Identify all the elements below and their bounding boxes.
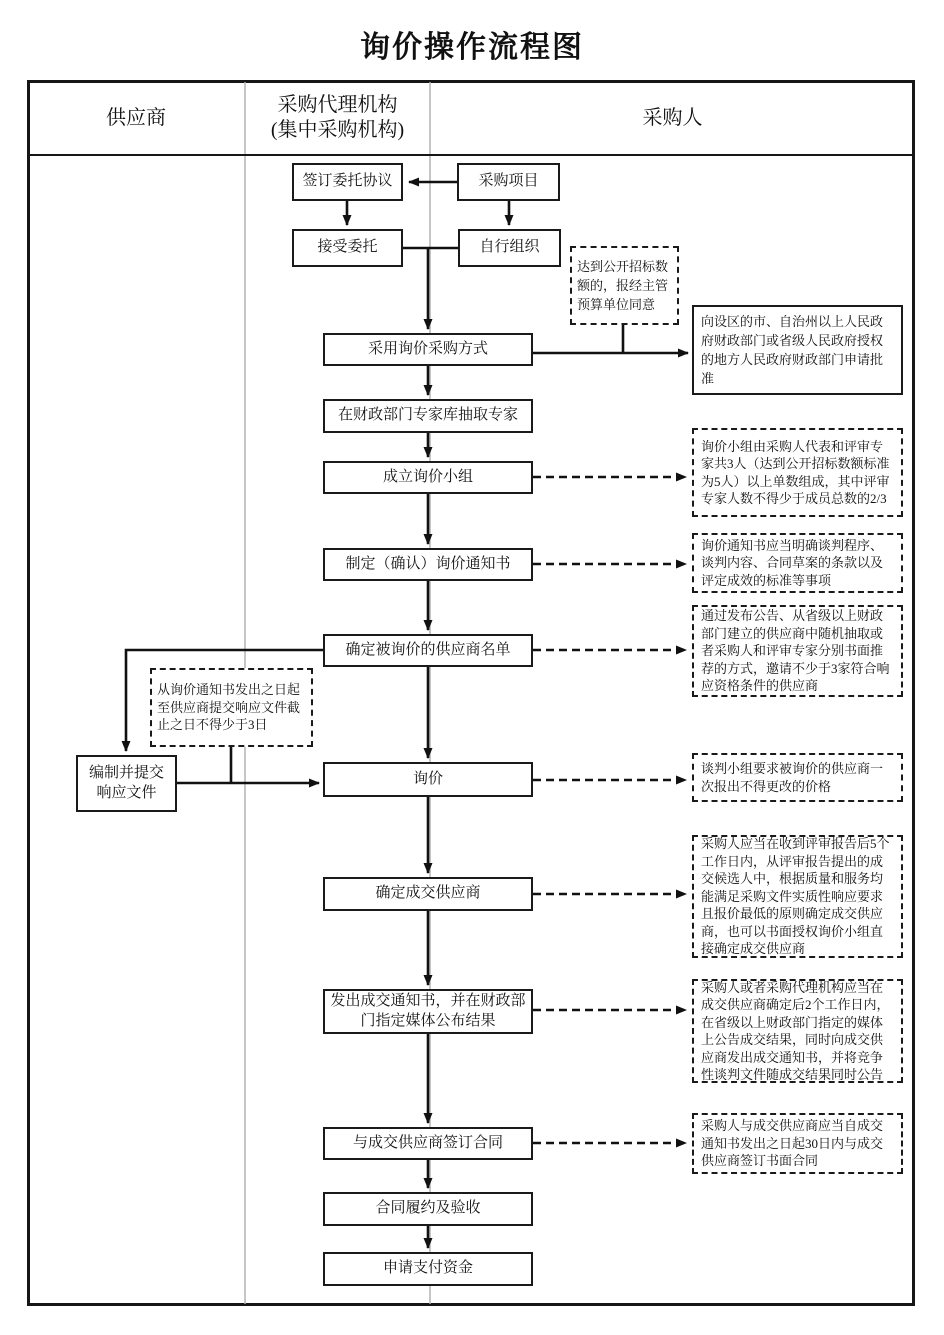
column-header-agency-line2: (集中采购机构) xyxy=(270,119,405,141)
column-header-agency-line1: 采购代理机构 xyxy=(277,94,398,116)
node-inquiry-label: 询价 xyxy=(412,770,443,787)
annotation-announce-rules-text: 采购人或者采购代理机构应当在成交供应商确定后2个工作日内，在省级以上财政部门指定的媒体上公告成交结果，同时向成交供应商发出成交通知书，并将竞争性谈判文件随成交结果同时公告 xyxy=(701,979,890,1082)
node-apply-approval xyxy=(692,305,903,395)
column-header-supplier: 供应商 xyxy=(106,107,166,129)
annotation-notice-requirements xyxy=(692,533,903,593)
node-adopt-method-label: 采用询价采购方式 xyxy=(367,340,488,357)
annotation-response-deadline-text: 从询价通知书发出之日起至供应商提交响应文件截止之日不得少于3日 xyxy=(157,682,301,733)
node-determine-suppliers xyxy=(323,634,533,667)
node-procurement-project-label: 采购项目 xyxy=(478,173,539,190)
node-make-notice xyxy=(323,548,533,581)
annotation-contract-deadline xyxy=(692,1113,903,1174)
page-title: 询价操作流程图 xyxy=(360,31,584,64)
node-prepare-response-label: 编制并提交响应文件 xyxy=(88,765,164,801)
node-accept-entrustment xyxy=(292,229,403,267)
node-perform-contract-label: 合同履约及验收 xyxy=(375,1200,481,1217)
annotation-one-time-quote xyxy=(692,753,903,802)
annotation-notice-requirements-text: 询价通知书应当明确谈判程序、谈判内容、合同草案的条款以及评定成效的标准等事项 xyxy=(701,537,884,588)
annotation-supplier-invitation-text: 通过发布公告、从省级以上财政部门建立的供应商中随机抽取或者采购人和评审专家分别书面推荐的方式，邀请不少于3家符合响应资格条件的供应商 xyxy=(701,608,890,694)
node-perform-contract xyxy=(323,1192,533,1226)
node-determine-winner-label: 确定成交供应商 xyxy=(375,885,481,902)
node-sign-contract xyxy=(323,1127,533,1160)
column-header-agency xyxy=(245,93,430,143)
node-apply-payment-label: 申请支付资金 xyxy=(382,1260,473,1277)
node-determine-winner xyxy=(323,877,533,911)
annotation-winner-rules-text: 采购人应当在收到评审报告后5个工作日内，从评审报告提出的成交候选人中，根据质量和服务均能满足采购文件实质性响应要求且报价最低的原则确定成交供应商，也可以书面授权询价小组直接确定成交供应商 xyxy=(701,836,890,957)
annotation-contract-deadline-text: 采购人与成交供应商应当自成交通知书发出之日起30日内与成交供应商签订书面合同 xyxy=(701,1118,884,1169)
annotation-winner-rules xyxy=(692,835,903,958)
annotation-supplier-invitation xyxy=(692,605,903,697)
column-header-purchaser: 采购人 xyxy=(642,107,703,129)
node-apply-approval-label: 向设区的市、自治州以上人民政府财政部门或省级人民政府授权的地方人民政府财政部门申请批准 xyxy=(701,314,884,386)
node-extract-experts-label: 在财政部门专家库抽取专家 xyxy=(337,407,518,424)
node-sign-agreement xyxy=(292,163,403,201)
node-make-notice-label: 制定（确认）询价通知书 xyxy=(345,555,511,572)
node-procurement-project xyxy=(457,163,560,201)
node-accept-entrustment-label: 接受委托 xyxy=(317,239,378,256)
node-issue-notice-label: 发出成交通知书，并在财政部门指定媒体公布结果 xyxy=(330,993,526,1029)
node-determine-suppliers-label: 确定被询价的供应商名单 xyxy=(345,641,511,658)
annotation-response-deadline xyxy=(150,668,313,747)
node-sign-contract-label: 与成交供应商签订合同 xyxy=(352,1134,503,1151)
node-apply-payment xyxy=(323,1252,533,1286)
annotation-reach-threshold-text: 达到公开招标数额的，报经主管预算单位同意 xyxy=(577,259,669,312)
node-self-organize xyxy=(458,229,561,267)
annotation-reach-threshold xyxy=(570,246,679,325)
node-issue-notice xyxy=(323,989,533,1034)
node-inquiry xyxy=(323,762,533,797)
annotation-announce-rules xyxy=(692,979,903,1083)
node-extract-experts xyxy=(323,399,533,433)
node-sign-agreement-label: 签订委托协议 xyxy=(302,173,393,190)
node-adopt-method xyxy=(323,333,533,366)
node-form-team xyxy=(323,461,533,494)
annotation-team-composition-text: 询价小组由采购人代表和评审专家共3人（达到公开招标数额标准为5人）以上单数组成，其中评审专家人数不得少于成员总数的2/3 xyxy=(701,438,890,506)
node-form-team-label: 成立询价小组 xyxy=(382,468,473,485)
node-self-organize-label: 自行组织 xyxy=(479,239,540,256)
annotation-one-time-quote-text: 谈判小组要求被询价的供应商一次报出不得更改的价格 xyxy=(701,761,884,794)
annotation-team-composition xyxy=(692,428,903,517)
node-prepare-response xyxy=(76,755,177,812)
